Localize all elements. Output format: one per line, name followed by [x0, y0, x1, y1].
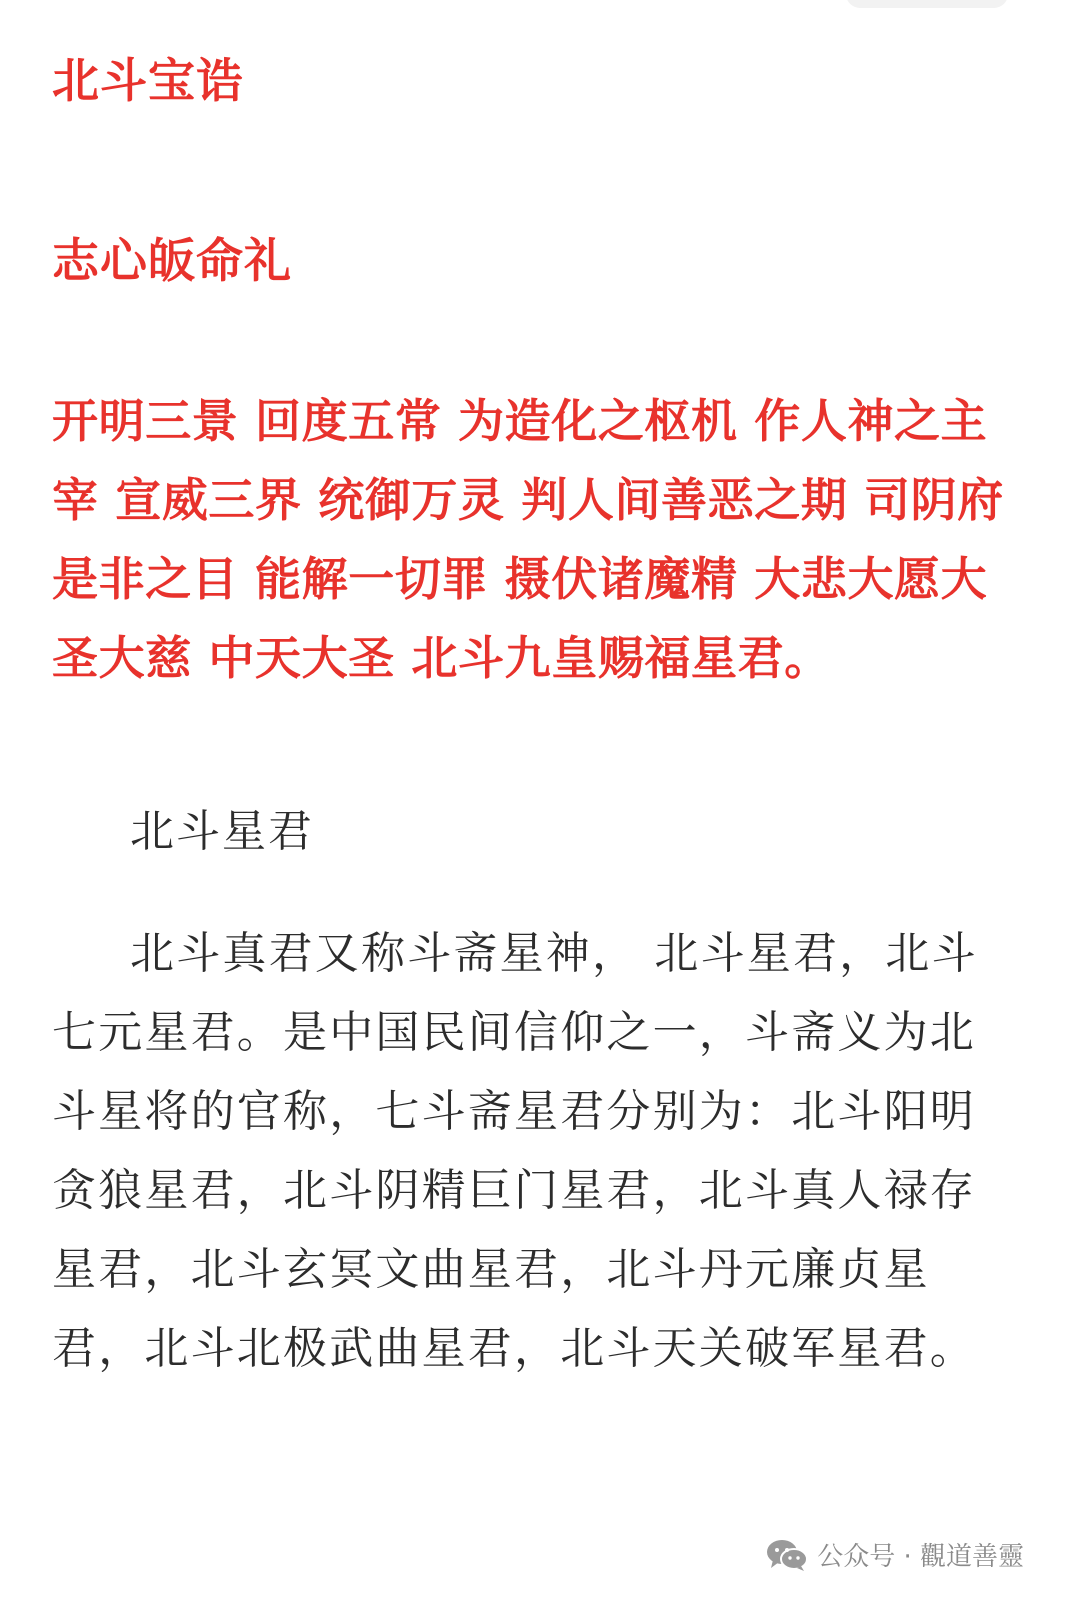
title-baogao: 北斗宝诰 [52, 54, 244, 109]
body-text: 北斗真君又称斗斋星神， 北斗星君，北斗七元星君。是中国民间信仰之一，斗斋义为北斗星将的官称，七斗斋星君分别为：北斗阳明贪狼星君，北斗阴精巨门星君，北斗真人禄存星君，北斗玄冥文曲星君，北斗丹元廉贞星君，北斗北极武曲星君，北斗天关破军星君。 [52, 928, 978, 1374]
top-pill [846, 0, 1008, 8]
invocation-text: 开明三景 回度五常 为造化之枢机 作人神之主宰 宣威三界 统御万灵 判人间善恶之期 司阴府是非之目 能解一切罪 摄伏诸魔精 大悲大愿大圣大慈 中天大圣 北斗九皇赐福星君。 [52, 394, 1004, 685]
watermark-label: 公众号 · 觀道善靈 [817, 1542, 1024, 1572]
wechat-icon [765, 1538, 809, 1572]
section-title: 北斗星君 [130, 806, 314, 857]
article [52, 50, 1012, 1388]
watermark [765, 1536, 1024, 1573]
title-zhixin: 志心皈命礼 [52, 234, 292, 289]
